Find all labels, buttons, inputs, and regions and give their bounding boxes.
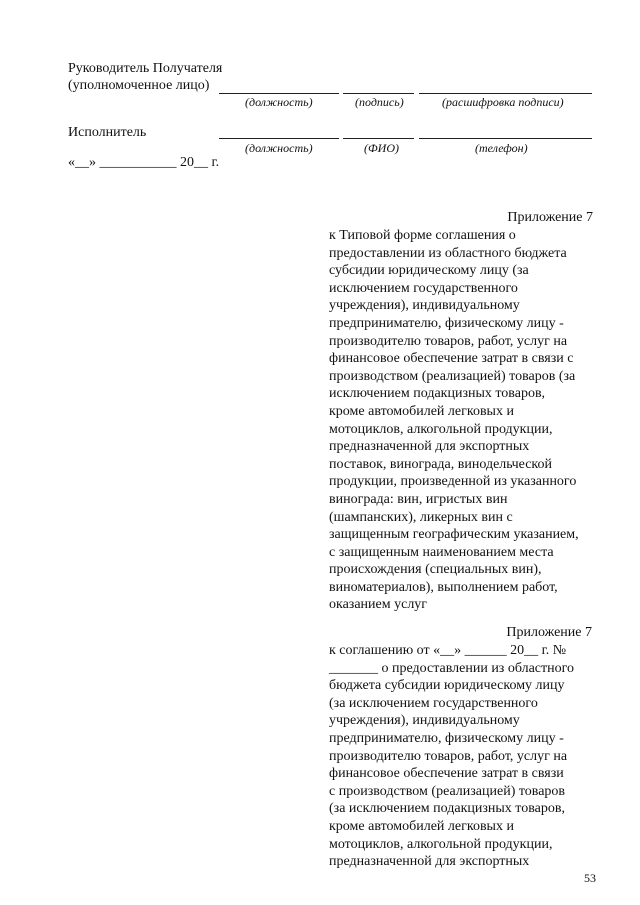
caption-decode: (расшифровка подписи)	[442, 95, 564, 109]
appendix-1-line: предоставлении из областного бюджета	[329, 245, 567, 261]
appendix-1-line: защищенным географическим указанием,	[329, 527, 579, 543]
appendix-1-title: Приложение 7	[507, 210, 593, 225]
appendix-2-line: (за исключением подакцизных товаров,	[329, 801, 565, 817]
appendix-1-line: с защищенным наименованием места	[329, 544, 554, 560]
appendix-1-text	[329, 227, 579, 614]
appendix-1-line: продукции, произведенной из указанного	[329, 474, 577, 490]
appendix-2-text	[329, 642, 574, 871]
appendix-1-line: поставок, винограда, винодельческой	[329, 456, 552, 472]
appendix-1-line: исключением подакцизных товаров,	[329, 386, 546, 402]
appendix-1-line: учреждения), индивидуальному	[329, 298, 520, 314]
appendix-1-line: оказанием услуг	[329, 597, 428, 613]
appendix-2-line: предназначенной для экспортных	[329, 854, 530, 870]
appendix-1-line: производителю товаров, работ, услуг на	[329, 333, 568, 349]
phone-line	[419, 138, 592, 139]
appendix-2-line: мотоциклов, алкогольной продукции,	[329, 836, 553, 852]
appendix-2-line: предпринимателю, физическому лицу -	[329, 730, 564, 746]
date-line: «__» ___________ 20__ г.	[68, 155, 220, 170]
appendix-2-line: (за исключением государственного	[329, 695, 538, 711]
appendix-2-line: кроме автомобилей легковых и	[329, 818, 514, 834]
appendix-2-line: бюджета субсидии юридическому лицу	[329, 678, 565, 694]
caption-sign: (подпись)	[355, 95, 404, 109]
appendix-1-line: кроме автомобилей легковых и	[329, 403, 514, 419]
appendix-1-line: (шампанских), ликерных вин с	[329, 509, 513, 525]
position-line	[219, 93, 339, 94]
appendix-2-line: к соглашению от «__» ______ 20__ г. №	[329, 643, 567, 658]
caption-position-2: (должность)	[245, 141, 313, 155]
appendix-1-line: финансовое обеспечение затрат в связи с	[329, 351, 574, 367]
decode-line	[419, 93, 592, 94]
sign-line	[343, 93, 414, 94]
position-line-2	[219, 138, 339, 139]
appendix-2-line: с производством (реализацией) товаров	[329, 783, 566, 799]
appendix-2-title: Приложение 7	[506, 625, 592, 640]
appendix-1-line: предназначенной для экспортных	[329, 439, 530, 455]
appendix-2-line: _______ о предоставлении из областного	[329, 660, 575, 676]
appendix-2-line: производителю товаров, работ, услуг на	[329, 748, 568, 764]
appendix-1-line: виноматериалов), выполнением работ,	[329, 579, 558, 595]
appendix-1-line: субсидии юридическому лицу (за	[329, 263, 529, 279]
appendix-1-line: исключением государственного	[329, 280, 518, 296]
appendix-1-line: мотоциклов, алкогольной продукции,	[329, 421, 553, 437]
fio-line	[343, 138, 414, 139]
appendix-1-line: предпринимателю, физическому лицу -	[329, 315, 564, 331]
caption-phone: (телефон)	[475, 141, 528, 155]
appendix-1-line: к Типовой форме соглашения о	[329, 228, 516, 243]
head-line-1: Руководитель Получателя	[68, 61, 223, 76]
appendix-1-line: винограда: вин, игристых вин	[329, 491, 508, 507]
head-line-2: (уполномоченное лицо)	[68, 78, 210, 93]
appendix-1-line: происхождения (специальных вин),	[329, 562, 542, 578]
page-number: 53	[584, 871, 596, 885]
executor-label: Исполнитель	[68, 125, 147, 140]
appendix-2-line: финансовое обеспечение затрат в связи	[329, 766, 564, 782]
caption-position: (должность)	[245, 95, 313, 109]
caption-fio: (ФИО)	[364, 141, 399, 155]
appendix-1-line: производством (реализацией) товаров (за	[329, 368, 576, 384]
appendix-2-line: учреждения), индивидуальному	[329, 713, 520, 729]
